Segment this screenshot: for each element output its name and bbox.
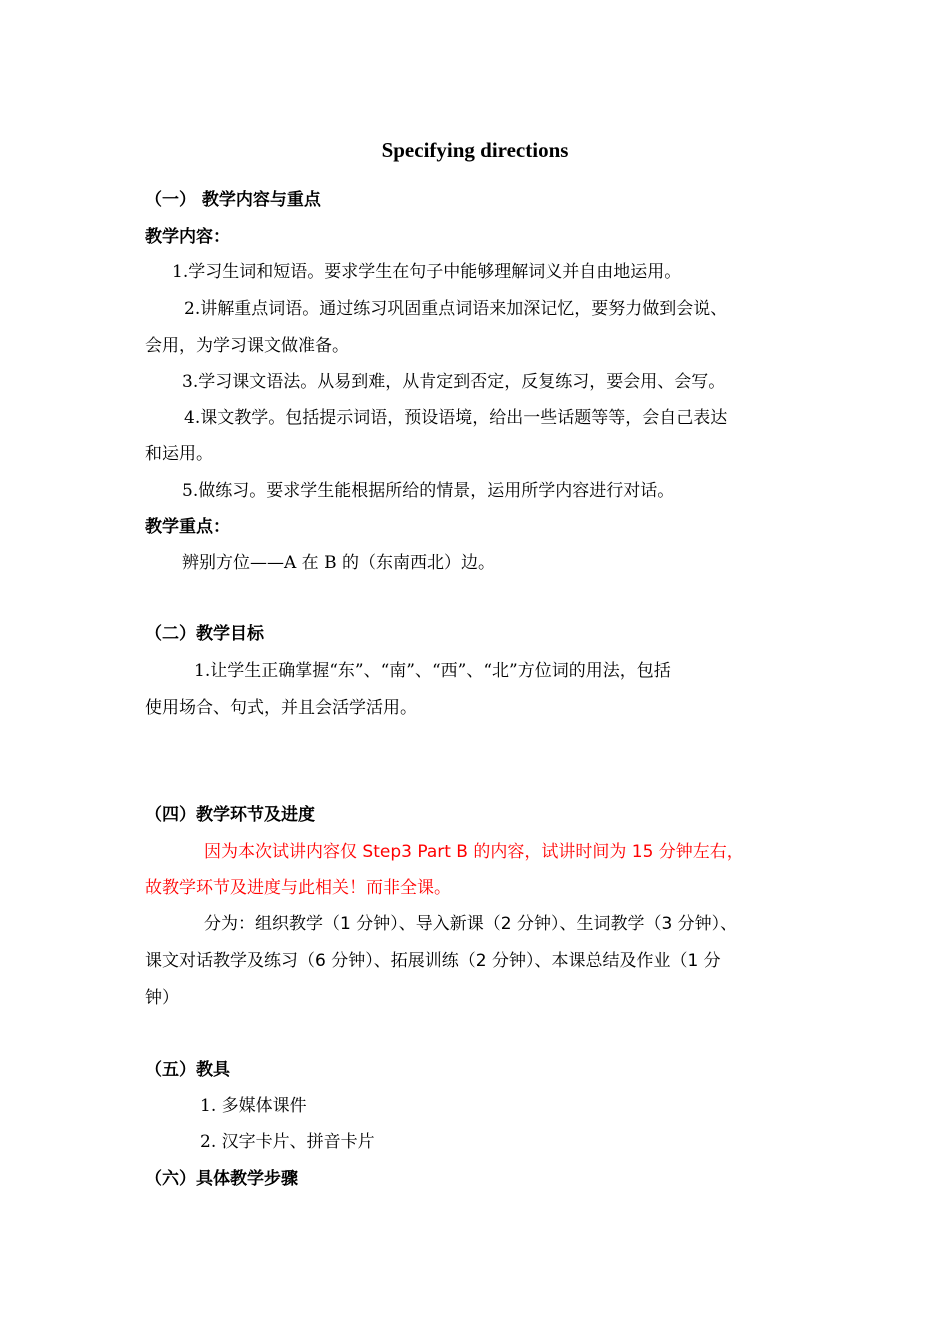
content-item-1: 1.学习生词和短语。要求学生在句子中能够理解词义并自由地运用。 bbox=[172, 262, 682, 282]
aid-item-1: 1. 多媒体课件 bbox=[200, 1096, 307, 1116]
section-heading-teaching-aids: （五）教具 bbox=[145, 1060, 230, 1080]
schedule-line-2: 课文对话教学及练习（6 分钟）、拓展训练（2 分钟）、本课总结及作业（1 分 bbox=[145, 951, 721, 971]
content-item-2-line-1: 2.讲解重点词语。通过练习巩固重点词语来加深记忆，要努力做到会说、 bbox=[184, 299, 728, 319]
document-title: Specifying directions bbox=[381, 138, 569, 162]
goal-item-1-line-2: 使用场合、句式，并且会活学活用。 bbox=[145, 698, 417, 718]
content-item-4-line-1: 4.课文教学。包括提示词语，预设语境，给出一些话题等等，会自己表达 bbox=[184, 408, 728, 428]
schedule-line-3: 钟） bbox=[145, 988, 179, 1008]
trial-note-line-1: 因为本次试讲内容仅 Step3 Part B 的内容，试讲时间为 15 分钟左右， bbox=[204, 842, 744, 862]
trial-note-line-2: 故教学环节及进度与此相关！而非全课。 bbox=[145, 878, 451, 898]
aid-item-2: 2. 汉字卡片、拼音卡片 bbox=[200, 1132, 375, 1152]
section-heading-teaching-steps: （六）具体教学步骤 bbox=[145, 1169, 298, 1189]
section-heading-teaching-content: （一） 教学内容与重点 bbox=[145, 190, 321, 210]
schedule-line-1: 分为：组织教学（1 分钟）、导入新课（2 分钟）、生词教学（3 分钟）、 bbox=[204, 914, 738, 934]
content-item-4-line-2: 和运用。 bbox=[145, 444, 213, 464]
content-item-3: 3.学习课文语法。从易到难，从肯定到否定，反复练习，要会用、会写。 bbox=[182, 372, 726, 392]
goal-item-1-line-1: 1.让学生正确掌握“东”、“南”、“西”、“北”方位词的用法，包括 bbox=[194, 661, 671, 681]
focus-label: 教学重点： bbox=[145, 517, 230, 537]
section-heading-teaching-goals: （二）教学目标 bbox=[145, 624, 264, 644]
focus-text: 辨别方位——A 在 B 的（东南西北）边。 bbox=[182, 553, 495, 573]
content-label: 教学内容： bbox=[145, 227, 230, 247]
content-item-5: 5.做练习。要求学生能根据所给的情景，运用所学内容进行对话。 bbox=[182, 481, 675, 501]
content-item-2-line-2: 会用，为学习课文做准备。 bbox=[145, 336, 349, 356]
section-heading-teaching-process: （四）教学环节及进度 bbox=[145, 805, 315, 825]
